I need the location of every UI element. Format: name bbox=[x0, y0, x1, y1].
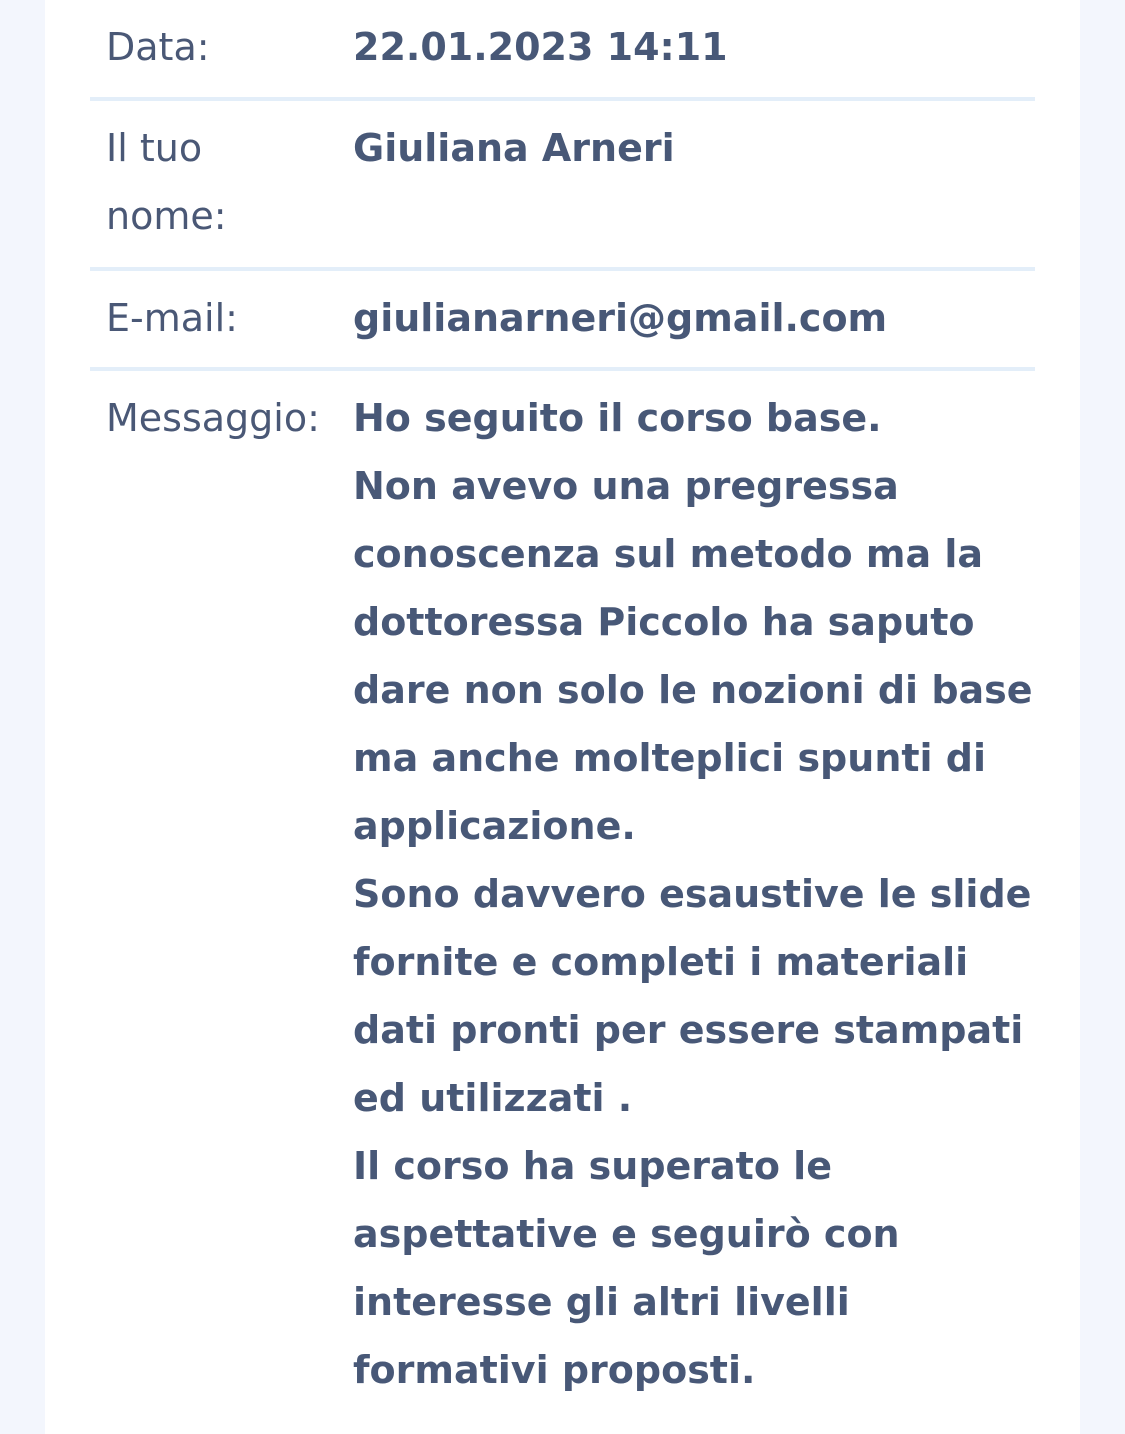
message-line: applicazione. bbox=[353, 804, 636, 848]
name-label-line-2: nome: bbox=[106, 194, 227, 238]
message-line: dottoressa Piccolo ha saputo bbox=[353, 600, 975, 644]
message-value bbox=[353, 384, 1033, 1404]
date-row bbox=[90, 13, 1035, 83]
message-line: conoscenza sul metodo ma la bbox=[353, 532, 983, 576]
name-label-line-1: Il tuo bbox=[106, 126, 203, 170]
message-line: dare non solo le nozioni di base bbox=[353, 668, 1033, 712]
date-value: 22.01.2023 14:11 bbox=[353, 25, 728, 69]
divider bbox=[90, 97, 1035, 101]
date-label: Data: bbox=[106, 25, 210, 69]
message-line: dati pronti per essere stampati bbox=[353, 1008, 1024, 1052]
message-line: Non avevo una pregressa bbox=[353, 464, 899, 508]
message-line: ed utilizzati . bbox=[353, 1076, 633, 1120]
message-row bbox=[90, 384, 1035, 1434]
name-value: Giuliana Arneri bbox=[353, 126, 675, 170]
name-row bbox=[90, 114, 1035, 254]
email-label: E-mail: bbox=[106, 296, 238, 340]
name-label bbox=[106, 114, 336, 250]
message-line: formativi proposti. bbox=[353, 1348, 756, 1392]
divider bbox=[90, 267, 1035, 271]
message-line: Sono davvero esaustive le slide bbox=[353, 872, 1032, 916]
email-row bbox=[90, 284, 1035, 354]
message-line: Ho seguito il corso base. bbox=[353, 396, 882, 440]
message-label: Messaggio: bbox=[106, 396, 320, 440]
submission-details-card bbox=[45, 0, 1080, 1434]
message-line: interesse gli altri livelli bbox=[353, 1280, 850, 1324]
divider bbox=[90, 367, 1035, 371]
message-line: fornite e completi i materiali bbox=[353, 940, 969, 984]
message-line: ma anche molteplici spunti di bbox=[353, 736, 987, 780]
email-value: giulianarneri@gmail.com bbox=[353, 296, 888, 340]
message-line: Il corso ha superato le bbox=[353, 1144, 832, 1188]
message-line: aspettative e seguirò con bbox=[353, 1212, 900, 1256]
